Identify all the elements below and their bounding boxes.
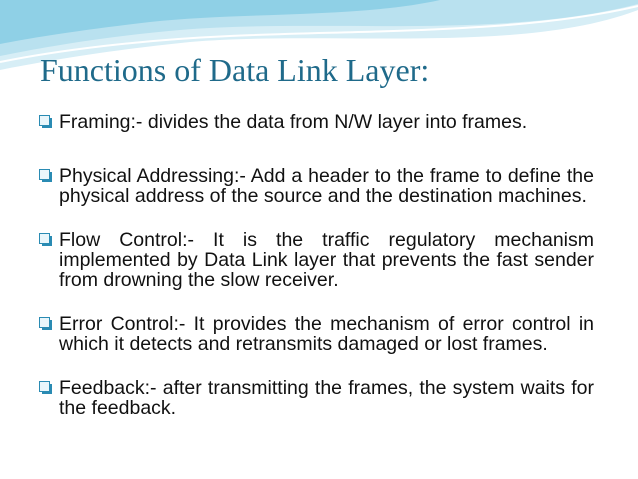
bullet-text: Framing:- divides the data from N/W layer into frames. xyxy=(59,111,528,133)
slide-title: Functions of Data Link Layer: xyxy=(40,52,430,88)
bullet-text: Error Control:- It provides the mechanism of error control in which it detects and retransmits damaged or lost frames. xyxy=(59,313,594,355)
bullet-item-physical-addressing xyxy=(38,166,594,206)
bullet-item-feedback xyxy=(38,378,594,418)
bullet-item-error-control xyxy=(38,314,594,354)
bullet-text: Feedback:- after transmitting the frames, the system waits for the feedback. xyxy=(59,377,594,419)
bullet-text: Physical Addressing:- Add a header to the frame to define the physical address of the source and the destination machines. xyxy=(59,165,594,207)
bullet-text: Flow Control:- It is the traffic regulatory mechanism implemented by Data Link layer that prevents the fast sender from drowning the slow receiver. xyxy=(59,229,594,291)
square-bullet-icon xyxy=(39,233,52,246)
square-bullet-icon xyxy=(39,381,52,394)
bullet-item-framing xyxy=(38,112,594,132)
bullet-item-flow-control xyxy=(38,230,594,290)
square-bullet-icon xyxy=(39,317,52,330)
square-bullet-icon xyxy=(39,115,52,128)
bullet-list xyxy=(38,112,594,442)
square-bullet-icon xyxy=(39,169,52,182)
